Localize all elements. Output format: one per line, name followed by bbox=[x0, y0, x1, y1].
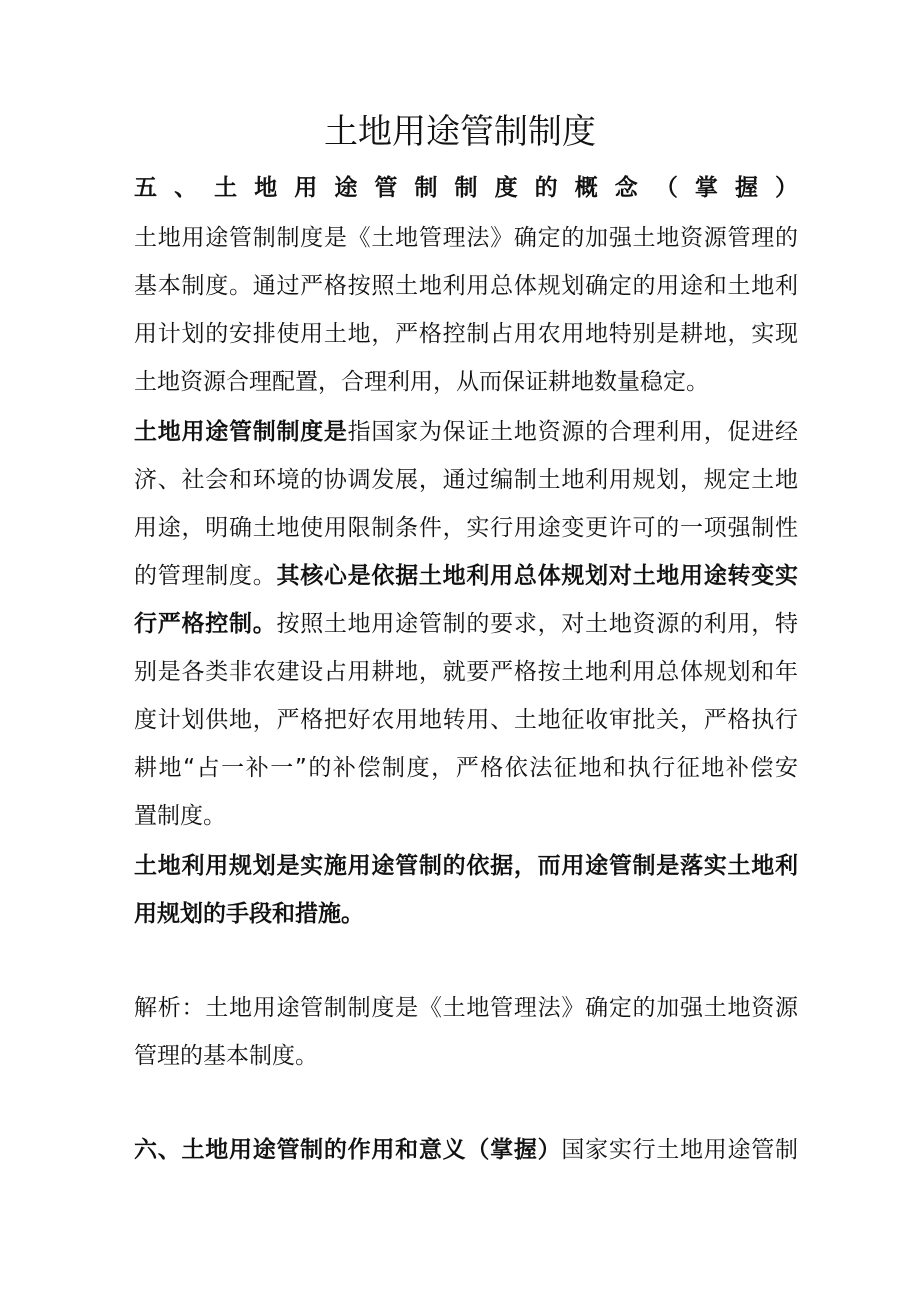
p2-line-4-bold: 其核心是依据土地利用总体规划对土地用途转变实 bbox=[276, 563, 799, 589]
p1-line-3: 用计划的安排使用土地，严格控制占用农用地特别是耕地，实现 bbox=[134, 321, 798, 347]
p1-line-4: 土地资源合理配置，合理利用，从而保证耕地数量稳定。 bbox=[134, 369, 709, 395]
p2-line-1-bold: 土地用途管制制度是 bbox=[134, 419, 348, 445]
p3-line-1-text: 土地利用规划是实施用途管制的依据，而用途管制是落实土地利 bbox=[134, 853, 798, 879]
p2-line-4 bbox=[134, 556, 798, 596]
section6-heading-rest: 国家实行土地用途管制 bbox=[561, 1137, 799, 1163]
p2-line-2: 济、社会和环境的协调发展，通过编制土地利用规划，规定土地 bbox=[134, 467, 798, 493]
section5-heading-text: 五、土地用途管制制度的概念（掌握） bbox=[134, 175, 798, 201]
p3-line-2 bbox=[134, 894, 798, 934]
p2-line-1 bbox=[134, 412, 798, 452]
p2-line-5-rest: 按照土地用途管制的要求，对土地资源的利用，特 bbox=[276, 611, 799, 637]
analysis-line-2: 管理的基本制度。 bbox=[134, 1043, 318, 1069]
p2-line-9: 置制度。 bbox=[134, 803, 226, 829]
p2-line-7: 度计划供地，严格把好农用地转用、土地征收审批关，严格执行 bbox=[134, 707, 798, 733]
p3-line-2-text: 用规划的手段和措施。 bbox=[134, 901, 364, 927]
p2-line-5 bbox=[134, 604, 798, 644]
section6-heading bbox=[134, 1130, 798, 1170]
p2-line-5-bold: 行严格控制。 bbox=[134, 611, 277, 637]
section5-heading bbox=[134, 168, 798, 208]
p2-line-6: 别是各类非农建设占用耕地，就要严格按土地利用总体规划和年 bbox=[134, 659, 798, 685]
p2-line-3: 用途，明确土地使用限制条件，实行用途变更许可的一项强制性 bbox=[134, 515, 798, 541]
p3-line-1 bbox=[134, 846, 798, 886]
p1-line-2: 基本制度。通过严格按照土地利用总体规划确定的用途和土地利 bbox=[134, 273, 798, 299]
p2-line-1-rest: 指国家为保证土地资源的合理利用，促进经 bbox=[347, 419, 799, 445]
document-title: 土地用途管制制度 bbox=[324, 112, 596, 152]
analysis-line-1: 解析：土地用途管制制度是《土地管理法》确定的加强土地资源 bbox=[134, 995, 798, 1021]
p1-line-1: 土地用途管制制度是《土地管理法》确定的加强土地资源管理的 bbox=[134, 225, 798, 251]
section6-heading-text: 六、土地用途管制的作用和意义（掌握） bbox=[134, 1137, 562, 1163]
p2-line-4-plain: 的管理制度。 bbox=[134, 563, 277, 589]
p2-line-8: 耕地“占一补一”的补偿制度，严格依法征地和执行征地补偿安 bbox=[134, 755, 798, 781]
